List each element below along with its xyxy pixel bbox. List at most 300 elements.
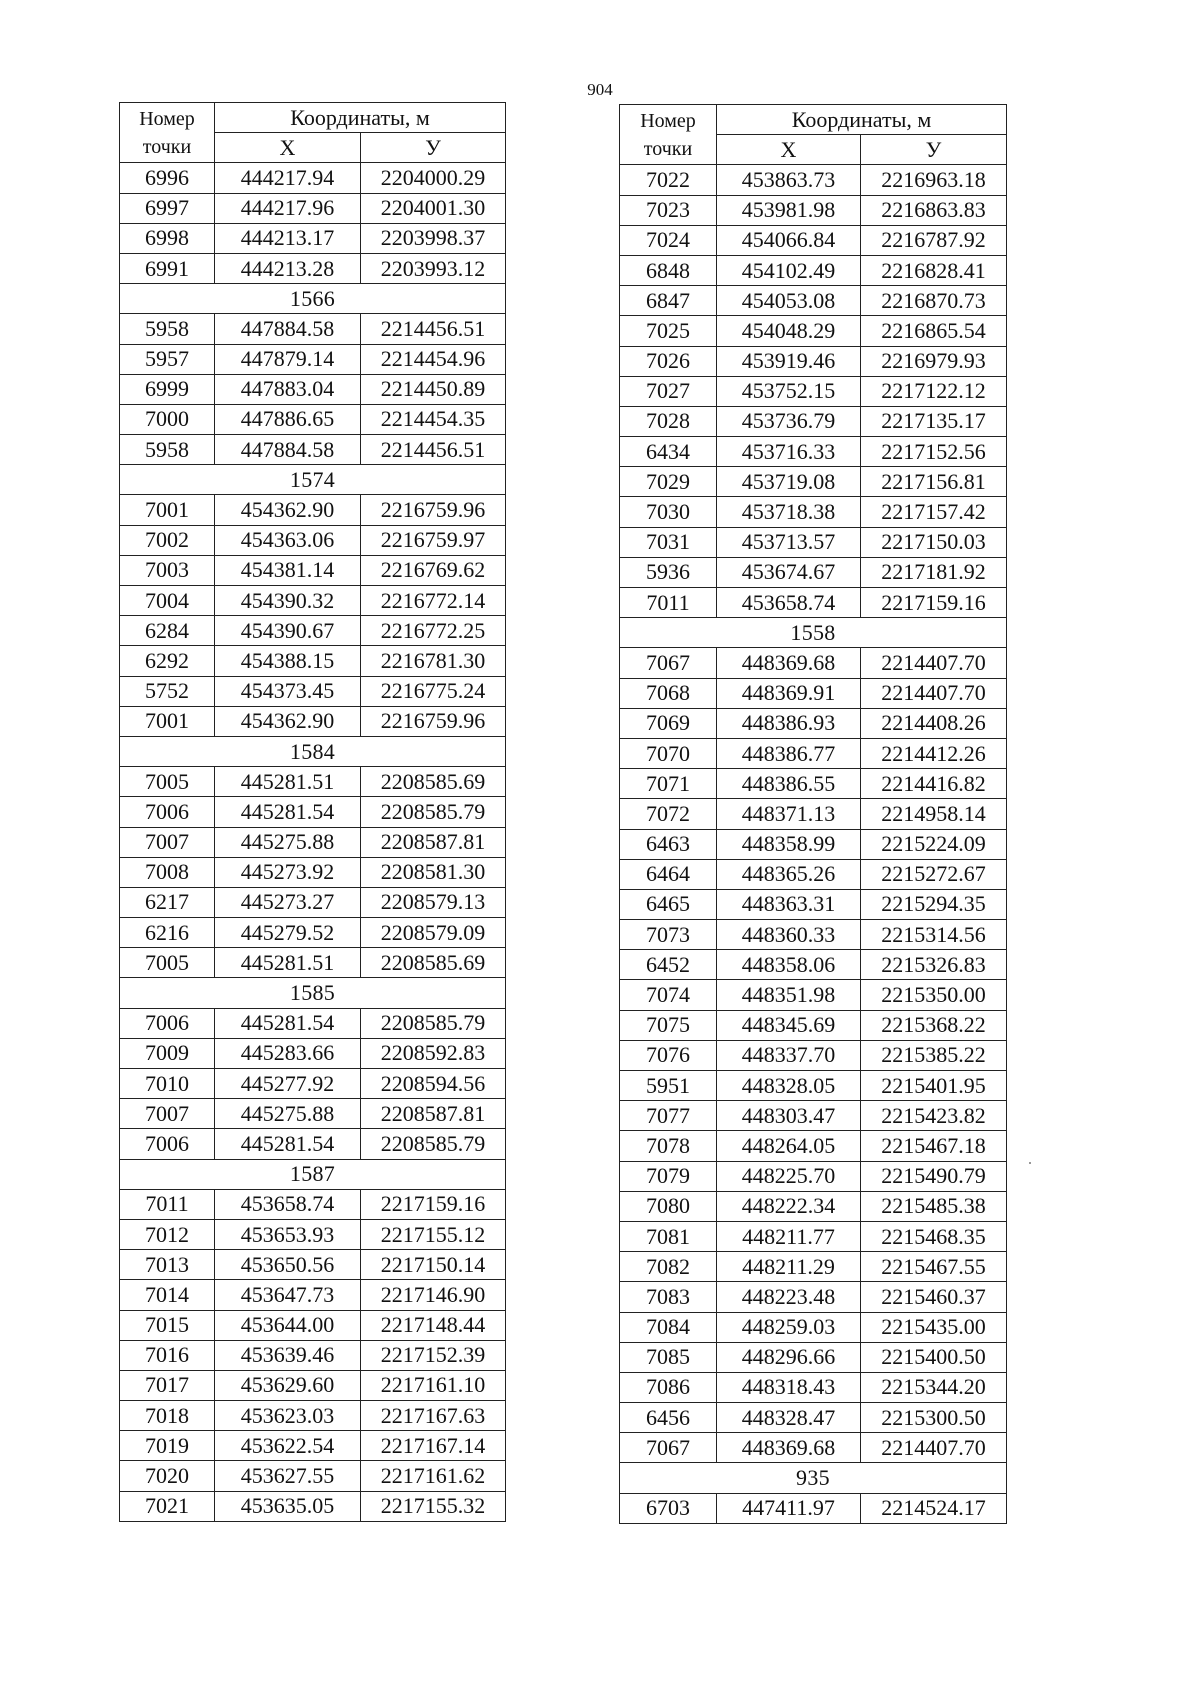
x-coordinate-cell: 453981.98 [717, 195, 861, 225]
y-coordinate-cell: 2208585.69 [361, 767, 506, 797]
table-row [120, 525, 506, 555]
table-row [120, 646, 506, 676]
table-row [620, 316, 1007, 346]
table-row [120, 1189, 506, 1219]
y-coordinate-cell: 2215400.50 [861, 1342, 1007, 1372]
x-coordinate-cell: 447886.65 [215, 404, 361, 434]
x-coordinate-cell: 453736.79 [717, 406, 861, 436]
point-number-cell: 7021 [120, 1491, 215, 1521]
y-coordinate-cell: 2214416.82 [861, 769, 1007, 799]
table-row [620, 557, 1007, 587]
point-number-cell: 7006 [120, 1008, 215, 1038]
table-row [120, 1099, 506, 1129]
table-row [120, 676, 506, 706]
section-header-row [120, 736, 506, 766]
y-coordinate-cell: 2216963.18 [861, 165, 1007, 195]
y-coordinate-cell: 2204001.30 [361, 193, 506, 223]
point-number-cell: 7022 [620, 165, 717, 195]
x-coordinate-cell: 448369.91 [717, 678, 861, 708]
y-coordinate-cell: 2215224.09 [861, 829, 1007, 859]
point-number-cell: 7071 [620, 769, 717, 799]
table-row [620, 1161, 1007, 1191]
y-coordinate-cell: 2215294.35 [861, 889, 1007, 919]
x-coordinate-cell: 448264.05 [717, 1131, 861, 1161]
x-coordinate-cell: 448369.68 [717, 1433, 861, 1463]
table-row [120, 193, 506, 223]
y-coordinate-cell: 2217161.62 [361, 1461, 506, 1491]
y-coordinate-cell: 2214407.70 [861, 1433, 1007, 1463]
x-coordinate-cell: 448386.77 [717, 738, 861, 768]
y-coordinate-cell: 2208585.69 [361, 948, 506, 978]
coordinates-header: Координаты, м [215, 103, 506, 133]
x-coordinate-cell: 445279.52 [215, 918, 361, 948]
table-row [620, 527, 1007, 557]
point-number-cell: 7002 [120, 525, 215, 555]
table-row [620, 799, 1007, 829]
table-row [120, 1219, 506, 1249]
y-coordinate-cell: 2208579.09 [361, 918, 506, 948]
table-row [620, 406, 1007, 436]
point-number-cell: 7073 [620, 920, 717, 950]
table-row [120, 314, 506, 344]
x-coordinate-cell: 453639.46 [215, 1340, 361, 1370]
point-number-cell: 7012 [120, 1219, 215, 1249]
table-row [620, 980, 1007, 1010]
page-number: 904 [587, 80, 613, 99]
x-coordinate-cell: 448211.29 [717, 1252, 861, 1282]
point-number-cell: 7078 [620, 1131, 717, 1161]
y-coordinate-cell: 2216759.97 [361, 525, 506, 555]
y-coordinate-cell: 2216870.73 [861, 286, 1007, 316]
x-coordinate-cell: 445281.54 [215, 797, 361, 827]
y-coordinate-cell: 2215468.35 [861, 1221, 1007, 1251]
point-number-cell: 7001 [120, 495, 215, 525]
table-row [120, 1129, 506, 1159]
table-row [620, 255, 1007, 285]
y-coordinate-cell: 2215326.83 [861, 950, 1007, 980]
x-coordinate-cell: 448318.43 [717, 1372, 861, 1402]
table-row [620, 1282, 1007, 1312]
y-coordinate-cell: 2214408.26 [861, 708, 1007, 738]
y-coordinate-cell: 2217152.39 [361, 1340, 506, 1370]
point-number-header-line1: Номер [640, 109, 696, 132]
x-coordinate-cell: 445281.51 [215, 948, 361, 978]
x-coordinate-cell: 454388.15 [215, 646, 361, 676]
x-coordinate-cell: 448223.48 [717, 1282, 861, 1312]
table-row [120, 1008, 506, 1038]
x-coordinate-cell: 445273.27 [215, 887, 361, 917]
table-row [120, 1340, 506, 1370]
y-coordinate-cell: 2214412.26 [861, 738, 1007, 768]
y-coordinate-cell: 2215344.20 [861, 1372, 1007, 1402]
y-coordinate-cell: 2215350.00 [861, 980, 1007, 1010]
table-row [120, 1431, 506, 1461]
point-number-cell: 7031 [620, 527, 717, 557]
point-number-cell: 6284 [120, 616, 215, 646]
table-row [620, 738, 1007, 768]
point-number-cell: 5951 [620, 1071, 717, 1101]
table-row [120, 1310, 506, 1340]
point-number-cell: 6996 [120, 163, 215, 193]
point-number-cell: 7068 [620, 678, 717, 708]
x-coordinate-cell: 448371.13 [717, 799, 861, 829]
y-coordinate-cell: 2216759.96 [361, 706, 506, 736]
x-coordinate-cell: 448365.26 [717, 859, 861, 889]
y-coordinate-cell: 2215272.67 [861, 859, 1007, 889]
table-row [120, 1280, 506, 1310]
point-number-cell: 7011 [620, 588, 717, 618]
point-number-cell: 7010 [120, 1069, 215, 1099]
table-row [620, 286, 1007, 316]
scan-speck [1029, 1162, 1031, 1164]
x-coordinate-cell: 453718.38 [717, 497, 861, 527]
table-body [620, 165, 1007, 1523]
x-coordinate-cell: 453635.05 [215, 1491, 361, 1521]
section-label: 1587 [120, 1159, 506, 1189]
x-coordinate-cell: 454362.90 [215, 495, 361, 525]
table-row [620, 376, 1007, 406]
x-coordinate-cell: 454381.14 [215, 555, 361, 585]
coordinates-table-right [619, 104, 1007, 1524]
point-number-cell: 6452 [620, 950, 717, 980]
point-number-cell: 6292 [120, 646, 215, 676]
point-number-cell: 7086 [620, 1372, 717, 1402]
table-row [620, 889, 1007, 919]
y-coordinate-cell: 2215423.82 [861, 1101, 1007, 1131]
y-coordinate-cell: 2203993.12 [361, 253, 506, 283]
x-coordinate-cell: 448259.03 [717, 1312, 861, 1342]
x-coordinate-cell: 453644.00 [215, 1310, 361, 1340]
y-coordinate-cell: 2215467.55 [861, 1252, 1007, 1282]
point-number-cell: 7075 [620, 1010, 717, 1040]
point-number-cell: 7008 [120, 857, 215, 887]
x-coordinate-cell: 454363.06 [215, 525, 361, 555]
table-row [120, 616, 506, 646]
point-number-cell: 7081 [620, 1221, 717, 1251]
x-coordinate-cell: 453674.67 [717, 557, 861, 587]
x-coordinate-cell: 448360.33 [717, 920, 861, 950]
x-coordinate-cell: 454362.90 [215, 706, 361, 736]
point-number-cell: 7067 [620, 1433, 717, 1463]
point-number-cell: 7000 [120, 404, 215, 434]
point-number-cell: 7001 [120, 706, 215, 736]
y-coordinate-cell: 2204000.29 [361, 163, 506, 193]
y-coordinate-cell: 2214454.35 [361, 404, 506, 434]
table-row [120, 374, 506, 404]
point-number-cell: 7005 [120, 767, 215, 797]
x-coordinate-cell: 448337.70 [717, 1040, 861, 1070]
y-coordinate-cell: 2215385.22 [861, 1040, 1007, 1070]
y-coordinate-cell: 2214450.89 [361, 374, 506, 404]
x-coordinate-cell: 453647.73 [215, 1280, 361, 1310]
y-coordinate-cell: 2216772.25 [361, 616, 506, 646]
table-row [120, 1038, 506, 1068]
y-coordinate-cell: 2217150.03 [861, 527, 1007, 557]
point-number-cell: 7029 [620, 467, 717, 497]
table-row [620, 1403, 1007, 1433]
x-coordinate-cell: 453650.56 [215, 1250, 361, 1280]
table-row [620, 195, 1007, 225]
point-number-cell: 6465 [620, 889, 717, 919]
point-number-cell: 7067 [620, 648, 717, 678]
x-coordinate-cell: 448386.55 [717, 769, 861, 799]
table-row [120, 495, 506, 525]
table-row [620, 588, 1007, 618]
coordinates-header: Координаты, м [717, 105, 1007, 135]
y-coordinate-cell: 2208585.79 [361, 797, 506, 827]
table-row [620, 1252, 1007, 1282]
table-row [620, 1040, 1007, 1070]
x-coordinate-cell: 444213.17 [215, 223, 361, 253]
point-number-cell: 7011 [120, 1189, 215, 1219]
y-coordinate-cell: 2217167.14 [361, 1431, 506, 1461]
x-coordinate-cell: 453658.74 [215, 1189, 361, 1219]
point-number-cell: 7009 [120, 1038, 215, 1068]
y-coordinate-cell: 2215485.38 [861, 1191, 1007, 1221]
section-label: 1558 [620, 618, 1007, 648]
table-row [620, 497, 1007, 527]
y-coordinate-cell: 2217150.14 [361, 1250, 506, 1280]
point-number-cell: 6998 [120, 223, 215, 253]
y-coordinate-cell: 2217181.92 [861, 557, 1007, 587]
x-coordinate-cell: 454048.29 [717, 316, 861, 346]
x-coordinate-cell: 447884.58 [215, 435, 361, 465]
point-number-cell: 5957 [120, 344, 215, 374]
table-row [620, 708, 1007, 738]
x-coordinate-cell: 453719.08 [717, 467, 861, 497]
table-body [120, 163, 506, 1521]
point-number-cell: 7016 [120, 1340, 215, 1370]
point-number-cell: 7079 [620, 1161, 717, 1191]
x-coordinate-cell: 447884.58 [215, 314, 361, 344]
x-coordinate-cell: 454373.45 [215, 676, 361, 706]
table-row [120, 918, 506, 948]
section-label: 1584 [120, 736, 506, 766]
point-number-cell: 7083 [620, 1282, 717, 1312]
x-coordinate-cell: 448345.69 [717, 1010, 861, 1040]
table-row [620, 1221, 1007, 1251]
table-row [120, 767, 506, 797]
y-coordinate-cell: 2215435.00 [861, 1312, 1007, 1342]
table-row [120, 887, 506, 917]
x-coordinate-cell: 445275.88 [215, 1099, 361, 1129]
x-coordinate-cell: 453863.73 [717, 165, 861, 195]
y-coordinate-cell: 2208594.56 [361, 1069, 506, 1099]
point-number-cell: 7020 [120, 1461, 215, 1491]
point-number-cell: 7084 [620, 1312, 717, 1342]
x-coordinate-cell: 453713.57 [717, 527, 861, 557]
x-header: X [717, 135, 861, 165]
point-number-cell: 6463 [620, 829, 717, 859]
table-row [620, 1010, 1007, 1040]
y-coordinate-cell: 2214454.96 [361, 344, 506, 374]
table-row [620, 1493, 1007, 1523]
point-number-cell: 7017 [120, 1370, 215, 1400]
y-coordinate-cell: 2208587.81 [361, 827, 506, 857]
x-coordinate-cell: 447879.14 [215, 344, 361, 374]
point-number-cell: 6456 [620, 1403, 717, 1433]
y-header: У [361, 133, 506, 163]
table-row [120, 404, 506, 434]
x-coordinate-cell: 444217.96 [215, 193, 361, 223]
point-number-cell: 7006 [120, 1129, 215, 1159]
y-coordinate-cell: 2208587.81 [361, 1099, 506, 1129]
x-coordinate-cell: 454053.08 [717, 286, 861, 316]
x-coordinate-cell: 448351.98 [717, 980, 861, 1010]
x-coordinate-cell: 454390.67 [215, 616, 361, 646]
y-coordinate-cell: 2215460.37 [861, 1282, 1007, 1312]
table-row [620, 346, 1007, 376]
y-coordinate-cell: 2216772.14 [361, 586, 506, 616]
table-row [620, 1433, 1007, 1463]
x-coordinate-cell: 445281.51 [215, 767, 361, 797]
y-coordinate-cell: 2217161.10 [361, 1370, 506, 1400]
point-number-cell: 7024 [620, 225, 717, 255]
section-header-row [120, 978, 506, 1008]
table-row [120, 1461, 506, 1491]
y-coordinate-cell: 2216759.96 [361, 495, 506, 525]
x-coordinate-cell: 453716.33 [717, 437, 861, 467]
y-coordinate-cell: 2216979.93 [861, 346, 1007, 376]
table-row [120, 1069, 506, 1099]
y-coordinate-cell: 2217122.12 [861, 376, 1007, 406]
section-header-row [620, 618, 1007, 648]
table-row [620, 1312, 1007, 1342]
y-coordinate-cell: 2208592.83 [361, 1038, 506, 1068]
table-header-row [120, 103, 506, 133]
y-coordinate-cell: 2217146.90 [361, 1280, 506, 1310]
y-coordinate-cell: 2217152.56 [861, 437, 1007, 467]
table-row [120, 344, 506, 374]
point-number-cell: 6434 [620, 437, 717, 467]
x-coordinate-cell: 454390.32 [215, 586, 361, 616]
y-coordinate-cell: 2203998.37 [361, 223, 506, 253]
point-number-cell: 6991 [120, 253, 215, 283]
y-coordinate-cell: 2214407.70 [861, 678, 1007, 708]
y-coordinate-cell: 2217155.32 [361, 1491, 506, 1521]
table-row [620, 437, 1007, 467]
point-number-cell: 7007 [120, 1099, 215, 1129]
table-row [620, 225, 1007, 255]
table-row [120, 1491, 506, 1521]
table-row [620, 950, 1007, 980]
section-header-row [620, 1463, 1007, 1493]
y-coordinate-cell: 2216775.24 [361, 676, 506, 706]
point-number-cell: 7025 [620, 316, 717, 346]
y-coordinate-cell: 2208579.13 [361, 887, 506, 917]
y-coordinate-cell: 2208585.79 [361, 1008, 506, 1038]
y-coordinate-cell: 2217156.81 [861, 467, 1007, 497]
x-coordinate-cell: 445281.54 [215, 1008, 361, 1038]
point-number-cell: 7019 [120, 1431, 215, 1461]
table-row [620, 678, 1007, 708]
y-coordinate-cell: 2216787.92 [861, 225, 1007, 255]
y-coordinate-cell: 2214958.14 [861, 799, 1007, 829]
x-coordinate-cell: 448358.99 [717, 829, 861, 859]
point-number-header-line2: точки [142, 135, 192, 158]
table-row [120, 857, 506, 887]
y-coordinate-cell: 2215490.79 [861, 1161, 1007, 1191]
x-coordinate-cell: 445273.92 [215, 857, 361, 887]
point-number-cell: 7080 [620, 1191, 717, 1221]
table-row [120, 163, 506, 193]
point-number-cell: 5958 [120, 314, 215, 344]
point-number-cell: 7072 [620, 799, 717, 829]
table-row [620, 920, 1007, 950]
point-number-cell: 6216 [120, 918, 215, 948]
x-coordinate-cell: 453653.93 [215, 1219, 361, 1249]
point-number-header [620, 105, 717, 165]
x-coordinate-cell: 448222.34 [717, 1191, 861, 1221]
table-row [120, 555, 506, 585]
point-number-cell: 6464 [620, 859, 717, 889]
y-coordinate-cell: 2214456.51 [361, 435, 506, 465]
x-coordinate-cell: 448358.06 [717, 950, 861, 980]
section-label: 935 [620, 1463, 1007, 1493]
point-number-cell: 7085 [620, 1342, 717, 1372]
x-coordinate-cell: 444213.28 [215, 253, 361, 283]
table-row [120, 1370, 506, 1400]
y-coordinate-cell: 2216865.54 [861, 316, 1007, 346]
x-coordinate-cell: 448369.68 [717, 648, 861, 678]
table-row [120, 435, 506, 465]
y-coordinate-cell: 2217155.12 [361, 1219, 506, 1249]
y-coordinate-cell: 2215300.50 [861, 1403, 1007, 1433]
table-row [620, 648, 1007, 678]
x-coordinate-cell: 453627.55 [215, 1461, 361, 1491]
y-coordinate-cell: 2217159.16 [861, 588, 1007, 618]
y-coordinate-cell: 2208581.30 [361, 857, 506, 887]
table-header-row [620, 105, 1007, 135]
point-number-cell: 7026 [620, 346, 717, 376]
table-row [120, 706, 506, 736]
point-number-cell: 7015 [120, 1310, 215, 1340]
x-coordinate-cell: 453919.46 [717, 346, 861, 376]
y-coordinate-cell: 2217135.17 [861, 406, 1007, 436]
y-coordinate-cell: 2217159.16 [361, 1189, 506, 1219]
point-number-header [120, 103, 215, 163]
point-number-cell: 7006 [120, 797, 215, 827]
point-number-cell: 7023 [620, 195, 717, 225]
x-coordinate-cell: 454102.49 [717, 255, 861, 285]
x-coordinate-cell: 448328.47 [717, 1403, 861, 1433]
section-header-row [120, 465, 506, 495]
table-row [620, 467, 1007, 497]
point-number-cell: 6999 [120, 374, 215, 404]
x-coordinate-cell: 453752.15 [717, 376, 861, 406]
table-row [620, 165, 1007, 195]
x-coordinate-cell: 445277.92 [215, 1069, 361, 1099]
point-number-cell: 7003 [120, 555, 215, 585]
table-row [620, 829, 1007, 859]
y-coordinate-cell: 2217148.44 [361, 1310, 506, 1340]
x-coordinate-cell: 448328.05 [717, 1071, 861, 1101]
x-coordinate-cell: 447883.04 [215, 374, 361, 404]
coordinates-table-left [119, 102, 506, 1522]
point-number-cell: 6703 [620, 1493, 717, 1523]
point-number-cell: 6847 [620, 286, 717, 316]
x-coordinate-cell: 448211.77 [717, 1221, 861, 1251]
x-coordinate-cell: 453629.60 [215, 1370, 361, 1400]
x-coordinate-cell: 448225.70 [717, 1161, 861, 1191]
point-number-cell: 7077 [620, 1101, 717, 1131]
table-row [120, 948, 506, 978]
x-header: X [215, 133, 361, 163]
point-number-cell: 7074 [620, 980, 717, 1010]
y-coordinate-cell: 2216769.62 [361, 555, 506, 585]
y-coordinate-cell: 2215401.95 [861, 1071, 1007, 1101]
point-number-cell: 7028 [620, 406, 717, 436]
